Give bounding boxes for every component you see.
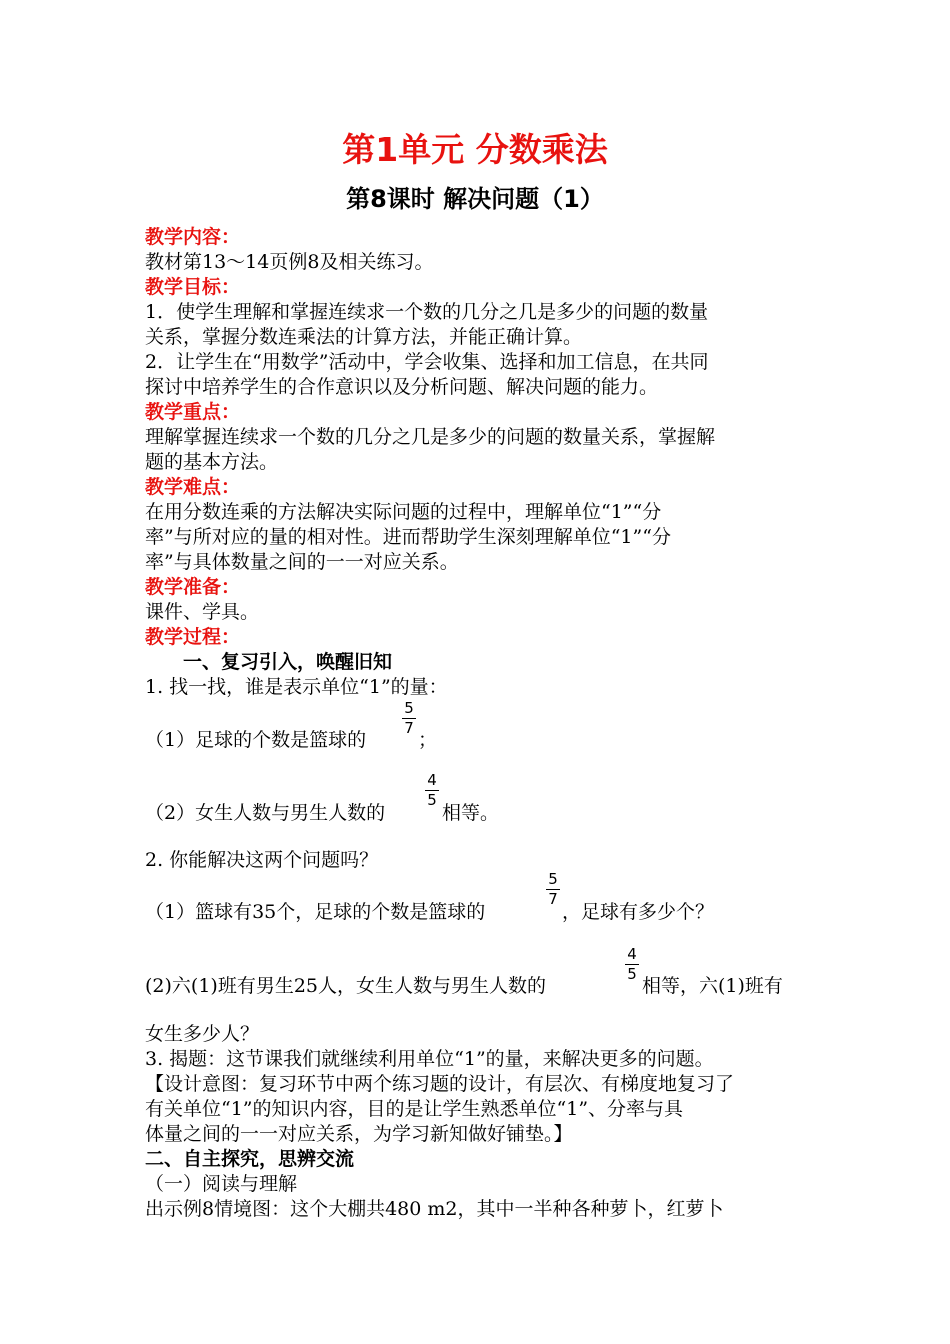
- difficulties-heading: 教学难点：: [145, 476, 241, 498]
- objective-line: 关系，掌握分数连乘法的计算方法，并能正确计算。: [145, 326, 583, 348]
- difficulties-line: 率”与所对应的量的相对性。进而帮助学生深刻理解单位“1”“分: [145, 526, 671, 548]
- objective-line: 1．使学生理解和掌握连续求一个数的几分之几是多少的问题的数量: [145, 301, 709, 323]
- objective-line: 2．让学生在“用数学”活动中，学会收集、选择和加工信息，在共同: [145, 351, 709, 373]
- section-heading: 二、自主探究，思辨交流: [145, 1148, 355, 1170]
- key-points-line: 题的基本方法。: [145, 451, 279, 473]
- objective-line: 探讨中培养学生的合作意识以及分析问题、解决问题的能力。: [145, 376, 659, 398]
- fraction-denominator: 5: [427, 791, 437, 809]
- question-text: 1. 找一找，谁是表示单位“1”的量：: [145, 676, 448, 698]
- question-text: (2)六(1)班有男生25人，女生人数与男生人数的: [145, 975, 547, 997]
- fraction: [546, 871, 560, 908]
- content-heading: 教学内容：: [145, 226, 241, 248]
- subsection-heading: （一）阅读与理解: [145, 1173, 298, 1195]
- fraction-numerator: 5: [548, 870, 558, 888]
- difficulties-line: 率”与具体数量之间的一一对应关系。: [145, 551, 459, 573]
- paragraph-line: 出示例8情境图：这个大棚共480 m2，其中一半种各种萝卜，红萝卜: [145, 1198, 724, 1220]
- fraction-numerator: 4: [627, 945, 637, 963]
- fraction: [625, 946, 639, 983]
- design-note: 【设计意图：复习环节中两个练习题的设计，有层次、有梯度地复习了: [145, 1073, 735, 1095]
- design-note: 体量之间的一一对应关系，为学习新知做好铺垫。】: [145, 1123, 573, 1145]
- fraction-numerator: 4: [427, 771, 437, 789]
- question-item: [145, 728, 366, 752]
- key-points-line: 理解掌握连续求一个数的几分之几是多少的问题的数量关系，掌握解: [145, 426, 716, 448]
- difficulties-line: 在用分数连乘的方法解决实际问题的过程中，理解单位“1”“分: [145, 501, 662, 523]
- lesson-subtitle: 第8课时 解决问题（1）: [346, 185, 604, 213]
- content-text: 教材第13～14页例8及相关练习。: [145, 251, 434, 273]
- design-note: 有关单位“1”的知识内容，目的是让学生熟悉单位“1”、分率与具: [145, 1098, 684, 1120]
- question-text: 相等。: [442, 802, 500, 824]
- question-text: 3. 揭题：这节课我们就继续利用单位“1”的量，来解决更多的问题。: [145, 1048, 714, 1070]
- question-text: 女生多少人？: [145, 1023, 260, 1045]
- question-text: （1）篮球有35个，足球的个数是篮球的: [145, 901, 486, 923]
- preparation-heading: 教学准备：: [145, 576, 241, 598]
- objectives-heading: 教学目标：: [145, 276, 241, 298]
- page-title: 第1单元 分数乘法: [342, 130, 608, 169]
- section-heading: 一、复习引入，唤醒旧知: [183, 651, 393, 673]
- key-points-heading: 教学重点：: [145, 401, 241, 423]
- question-text: ，足球有多少个？: [562, 901, 715, 923]
- question-text: ；: [418, 729, 438, 751]
- preparation-text: 课件、学具。: [145, 601, 260, 623]
- fraction: [402, 700, 416, 737]
- fraction-denominator: 7: [548, 890, 558, 908]
- fraction-denominator: 5: [627, 965, 637, 983]
- fraction: [425, 772, 439, 809]
- question-text: 相等，六(1)班有: [642, 975, 783, 997]
- question-text: （1）足球的个数是篮球的: [145, 729, 367, 751]
- question-text: （2）女生人数与男生人数的: [145, 802, 386, 824]
- fraction-numerator: 5: [404, 699, 414, 717]
- fraction-denominator: 7: [404, 719, 414, 737]
- process-heading: 教学过程：: [145, 626, 241, 648]
- question-text: 2. 你能解决这两个问题吗？: [145, 849, 379, 871]
